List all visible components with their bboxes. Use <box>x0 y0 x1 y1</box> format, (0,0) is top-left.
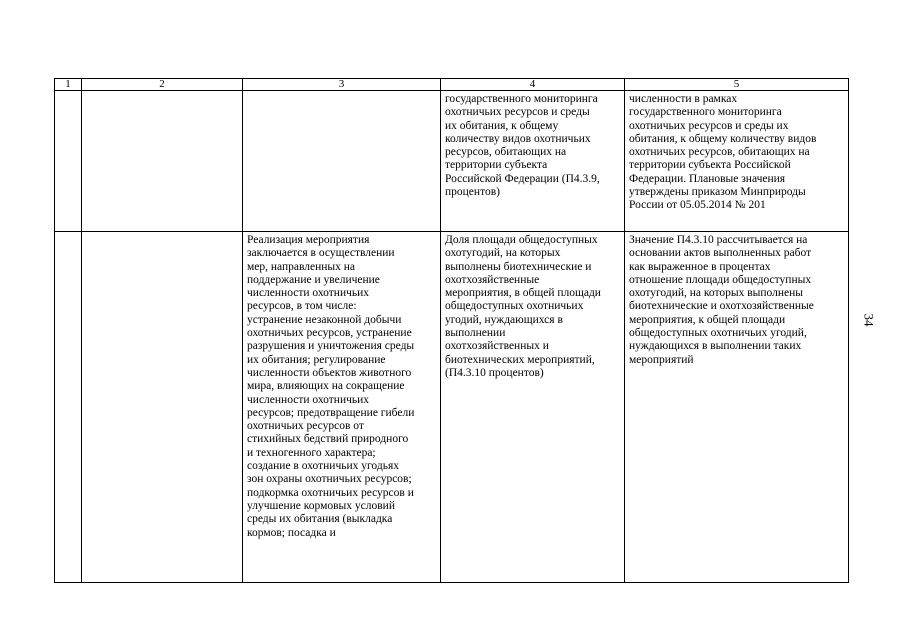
table-cell <box>55 232 82 583</box>
column-number: 1 <box>55 79 82 91</box>
calculation-cell: Значение П4.3.10 рассчитывается на основании актов выполненных работ как выраженное в процентах отношение площади общедоступных охотугодий, на которых выполнены биотехнические и охотхозяйственные мероприятия, к общей площади общедоступных охотничьих угодий, нуждающихся в выполнении таких мероприятий <box>625 232 849 583</box>
table-cell <box>82 91 243 232</box>
column-number: 5 <box>625 79 849 91</box>
column-number: 4 <box>441 79 625 91</box>
column-number: 2 <box>82 79 243 91</box>
table-row <box>55 91 849 232</box>
measure-description-cell: Реализация мероприятия заключается в осуществлении мер, направленных на поддержание и увеличение численности охотничьих ресурсов, в том числе: устранение незаконной добычи охотничьих ресурсов, устранение разрушения и уничтожения среды их обитания; регулирование численности объектов животного мира, влияющих на сокращение численности охотничьих ресурсов; предотвращение гибели охотничьих ресурсов от стихийных бедствий природного и техногенного характера; создание в охотничьих угодьях зон охраны охотничьих ресурсов; подкормка охотничьих ресурсов и улучшение кормовых условий среды их обитания (выкладка кормов; посадка и <box>243 232 441 583</box>
indicator-cell: государственного мониторинга охотничьих ресурсов и среды их обитания, к общему количеству видов охотничьих ресурсов, обитающих на территории субъекта Российской Федерации (П4.3.9, процентов) <box>441 91 625 232</box>
table-cell <box>55 91 82 232</box>
indicator-cell: Доля площади общедоступных охотугодий, на которых выполнены биотехнические и охотхозяйственные мероприятия, в общей площади общедоступных охотничьих угодий, нуждающихся в выполнении охотхозяйственных и биотехнических мероприятий, (П4.3.10 процентов) <box>441 232 625 583</box>
column-number: 3 <box>243 79 441 91</box>
table-row <box>55 232 849 583</box>
table-cell <box>82 232 243 583</box>
page-number: 34 <box>861 313 877 327</box>
calculation-cell: численности в рамках государственного мониторинга охотничьих ресурсов и среды их обитания, к общему количеству видов охотничьих ресурсов, обитающих на территории субъекта Российской Федерации. Плановые значения утверждены приказом Минприроды России от 05.05.2014 № 201 <box>625 91 849 232</box>
table-cell <box>243 91 441 232</box>
document-table <box>54 78 849 583</box>
column-number-row <box>55 79 849 91</box>
